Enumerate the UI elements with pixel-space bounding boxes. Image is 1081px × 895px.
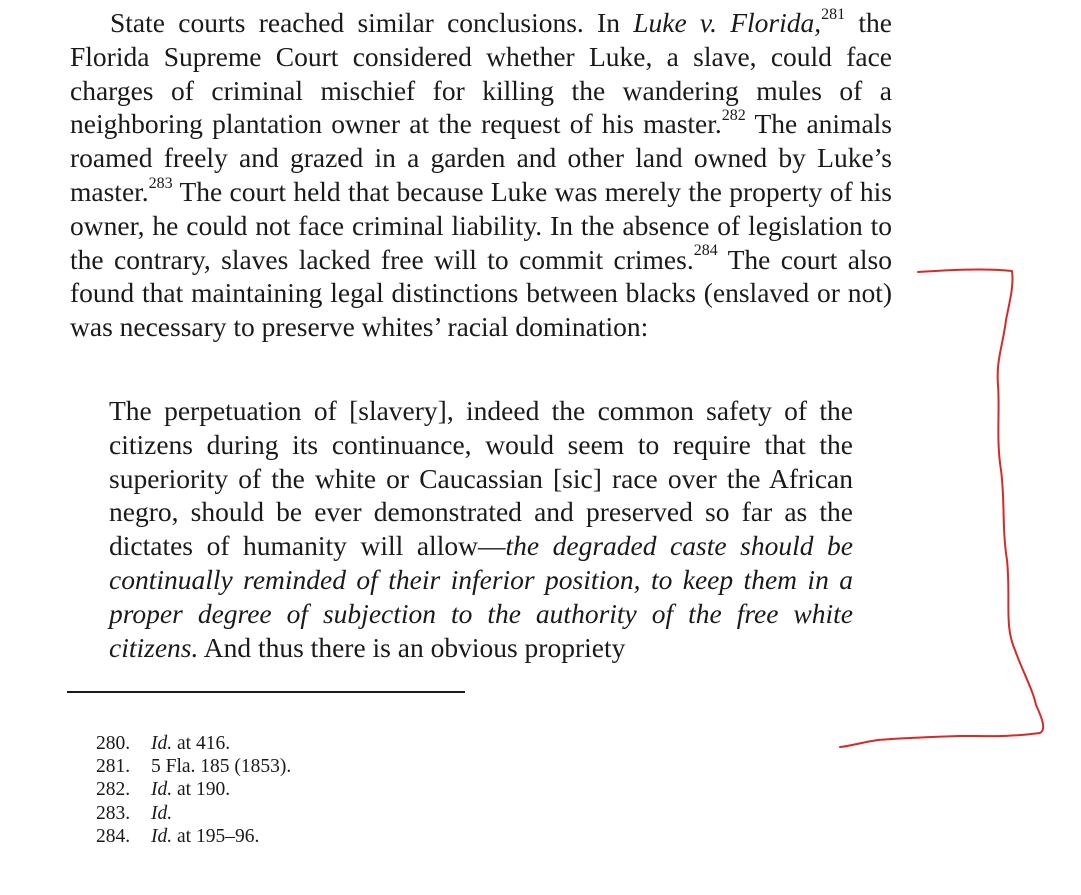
paragraph-text-2: the Florida Supreme Court considered whether Luke, a slave, could face charges of criminal mischief for killing the wandering mules of a neighboring plantation owner at the request of his master. [70, 7, 892, 140]
footnote-cite: 5 Fla. 185 (1853). [151, 756, 292, 778]
footnote-cite: at 190. [172, 779, 231, 801]
footnote-ref-284[interactable]: 284 [693, 242, 718, 260]
footnote-cite-italic: Id. [151, 779, 173, 801]
footnote-number: 280. [96, 733, 131, 754]
footnote-cite-italic: Id. [151, 733, 173, 754]
footnote-number: 284. [96, 825, 131, 847]
case-name: Luke v. Florida, [633, 7, 822, 38]
footnote-number: 281. [96, 756, 131, 778]
footnote-divider [67, 691, 465, 693]
footnote-item [96, 802, 291, 825]
footnote-item [96, 778, 291, 801]
footnote-ref-281[interactable]: 281 [821, 5, 846, 23]
footnote-number: 282. [96, 779, 131, 801]
paragraph-text-5: The court also found that maintaining legal distinctions between blacks (enslaved or not) was necessary to preserve whites’ racial domination: [70, 243, 893, 343]
footnote-cite-italic: Id. [151, 802, 173, 824]
paragraph-text-4: The court held that because Luke was merely the property of his owner, he could not face criminal liability. In the absence of legislation to the contrary, slaves lacked free will to commit crimes. [70, 175, 892, 275]
body-paragraph [70, 6, 892, 344]
quote-text-1: The perpetuation of [slavery], indeed the common safety of the citizens during its continuance, would seem to require that the superiority of the white or Caucassian [sic] race over the African negro, should be ever demonstrated and preserved so far as the dictates of humanity will allow— [109, 395, 853, 562]
footnote-item [96, 755, 291, 778]
quote-text-2: And thus there is an obvious propriety [198, 631, 626, 663]
footnote-ref-282[interactable]: 282 [721, 107, 746, 125]
quote-italic-emphasis: the degraded caste should be continually reminded of their inferior position, to keep them in a proper degree of subjection to the authority of the free white citizens. [109, 530, 854, 663]
footnote-number: 283. [96, 802, 131, 824]
footnote-item [96, 825, 291, 848]
footnote-item [96, 732, 291, 755]
footnote-ref-283[interactable]: 283 [148, 174, 173, 192]
block-quote [109, 394, 853, 664]
footnote-cite: at 416. [172, 733, 231, 754]
footnote-cite: at 195–96. [172, 825, 260, 847]
paragraph-text-1: State courts reached similar conclusions. In [110, 7, 634, 38]
paragraph-text-3: The animals roamed freely and grazed in a garden and other land owned by Luke’s master. [70, 108, 892, 207]
footnote-list [96, 732, 291, 848]
footnote-cite-italic: Id. [151, 825, 173, 847]
